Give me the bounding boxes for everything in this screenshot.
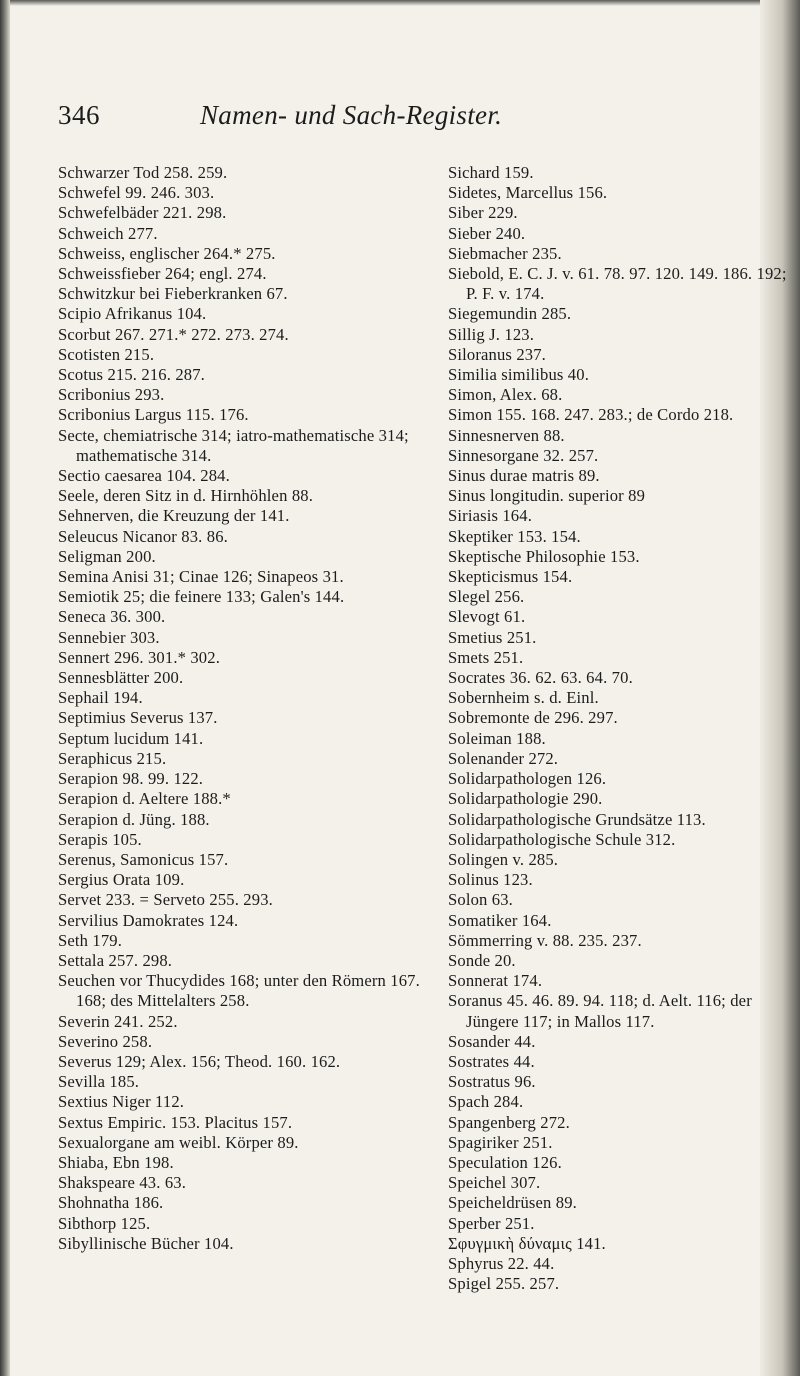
index-entry: Sennert 296. 301.* 302. — [58, 647, 220, 667]
index-entry: Semina Anisi 31; Cinae 126; Sinapeos 31. — [58, 567, 344, 587]
index-entry: Secte, chemiatrische 314; iatro-mathematische 314; mathematische 314. — [58, 425, 409, 465]
index-entry: Solinus 123. — [448, 870, 533, 890]
index-entry: Sperber 251. — [448, 1213, 535, 1233]
index-entry: Σφυγμικὴ δύναμις 141. — [448, 1233, 606, 1253]
index-entry: Serapis 105. — [58, 829, 142, 849]
index-entry: Shiaba, Ebn 198. — [58, 1152, 174, 1172]
index-entry: Sillig J. 123. — [448, 324, 535, 344]
index-entry: Speicheldrüsen 89. — [448, 1193, 577, 1213]
index-entry: Sehnerven, die Kreuzung der 141. — [58, 506, 290, 526]
index-entry: Similia similibus 40. — [448, 365, 589, 385]
index-entry: Sinus durae matris 89. — [448, 466, 600, 486]
index-entry: Sinnesnerven 88. — [448, 425, 565, 445]
index-entry: Seuchen vor Thucydides 168; unter den Römern 167. 168; des Mittelalters 258. — [58, 971, 420, 1011]
index-entry: Schweiss, englischer 264.* 275. — [58, 243, 276, 263]
page-top-edge — [0, 0, 800, 6]
index-entry: Spangenberg 272. — [448, 1112, 570, 1132]
index-entry: Sephail 194. — [58, 688, 143, 708]
index-entry: Seleucus Nicanor 83. 86. — [58, 526, 228, 546]
index-entry: Settala 257. 298. — [58, 950, 173, 970]
index-entry: Sennebier 303. — [58, 627, 160, 647]
index-entry: Siloranus 237. — [448, 344, 546, 364]
index-entry: Seligman 200. — [58, 546, 156, 566]
index-entry: Speculation 126. — [448, 1152, 562, 1172]
index-entry: Schweissfieber 264; engl. 274. — [58, 264, 267, 284]
index-entry: Socrates 36. 62. 63. 64. 70. — [448, 668, 633, 688]
index-entry: Sonnerat 174. — [448, 971, 543, 991]
index-entry: Solingen v. 285. — [448, 849, 559, 869]
page-binding-edge — [0, 0, 10, 1376]
index-entry: Slegel 256. — [448, 587, 525, 607]
index-entry: Serapion 98. 99. 122. — [58, 769, 204, 789]
index-entry: Serapion d. Jüng. 188. — [58, 809, 210, 829]
index-entry: Seraphicus 215. — [58, 748, 167, 768]
index-entry: Schwefelbäder 221. 298. — [58, 203, 227, 223]
index-entry: Soranus 45. 46. 89. 94. 118; d. Aelt. 116; der Jüngere 117; in Mallos 117. — [448, 991, 752, 1031]
index-entry: Siber 229. — [448, 203, 518, 223]
index-entry: Sennesblätter 200. — [58, 668, 184, 688]
index-entry: Sömmerring v. 88. 235. 237. — [448, 930, 642, 950]
index-entry: Sichard 159. — [448, 163, 534, 182]
index-entry: Siebmacher 235. — [448, 243, 562, 263]
index-entry: Solidarpathologie 290. — [448, 789, 603, 809]
index-entry: Scipio Afrikanus 104. — [58, 304, 207, 324]
index-entry: Seth 179. — [58, 930, 123, 950]
index-entry: Sectio caesarea 104. 284. — [58, 466, 230, 486]
index-entry: Spach 284. — [448, 1092, 524, 1112]
index-entry: Sibthorp 125. — [58, 1213, 151, 1233]
index-entry: Severino 258. — [58, 1031, 153, 1051]
index-entry: Sexualorgane am weibl. Körper 89. — [58, 1132, 299, 1152]
index-entry: Simon 155. 168. 247. 283.; de Cordo 218. — [448, 405, 734, 425]
index-entry: Shohnatha 186. — [58, 1193, 164, 1213]
index-entry: Siegemundin 285. — [448, 304, 572, 324]
index-entry: Serapion d. Aeltere 188.* — [58, 789, 231, 809]
index-entry: Spigel 255. 257. — [448, 1274, 560, 1294]
index-entry: Slevogt 61. — [448, 607, 526, 627]
index-entry: Schweich 277. — [58, 223, 158, 243]
index-entry: Sieber 240. — [448, 223, 526, 243]
page-number: 346 — [58, 100, 100, 130]
index-entry: Sostratus 96. — [448, 1072, 536, 1092]
index-entry: Scotisten 215. — [58, 344, 155, 364]
index-entry: Servilius Damokrates 124. — [58, 910, 239, 930]
index-entry: Severin 241. 252. — [58, 1011, 178, 1031]
index-entry: Sosander 44. — [448, 1031, 536, 1051]
index-entry: Sonde 20. — [448, 950, 516, 970]
index-entry: Solidarpathologen 126. — [448, 769, 607, 789]
index-entry: Scotus 215. 216. 287. — [58, 365, 205, 385]
index-entry: Somatiker 164. — [448, 910, 552, 930]
index-entry: Skeptische Philosophie 153. — [448, 546, 640, 566]
index-entry: Sinnesorgane 32. 257. — [448, 445, 599, 465]
index-entry: Sobernheim s. d. Einl. — [448, 688, 599, 708]
index-entry: Speichel 307. — [448, 1173, 541, 1193]
index-entry: Sextius Niger 112. — [58, 1092, 185, 1112]
index-entry: Scorbut 267. 271.* 272. 273. 274. — [58, 324, 289, 344]
index-entry: Serenus, Samonicus 157. — [58, 849, 229, 869]
index-entry: Seele, deren Sitz in d. Hirnhöhlen 88. — [58, 486, 314, 506]
index-entry: Septum lucidum 141. — [58, 728, 204, 748]
index-entry: Smetius 251. — [448, 627, 537, 647]
index-column-right — [448, 163, 800, 1294]
index-entry: Solidarpathologische Schule 312. — [448, 829, 676, 849]
index-column-left — [58, 163, 430, 1254]
index-entry: Skepticismus 154. — [448, 567, 573, 587]
index-entry: Smets 251. — [448, 647, 524, 667]
index-entry: Siebold, E. C. J. v. 61. 78. 97. 120. 149. 186. 192; P. F. v. 174. — [448, 264, 787, 304]
index-entry: Sidetes, Marcellus 156. — [448, 183, 608, 203]
index-entry: Servet 233. = Serveto 255. 293. — [58, 890, 273, 910]
index-entry: Sostrates 44. — [448, 1051, 535, 1071]
index-entry: Sevilla 185. — [58, 1072, 140, 1092]
index-entry: Sextus Empiric. 153. Placitus 157. — [58, 1112, 293, 1132]
index-entry: Severus 129; Alex. 156; Theod. 160. 162. — [58, 1051, 341, 1071]
index-entry: Schwefel 99. 246. 303. — [58, 183, 215, 203]
index-entry: Sinus longitudin. superior 89 — [448, 486, 646, 506]
index-entry: Sphyrus 22. 44. — [448, 1253, 555, 1273]
running-head: Namen- und Sach-Register. — [200, 100, 503, 130]
index-entry: Semiotik 25; die feinere 133; Galen's 144. — [58, 587, 345, 607]
index-entry: Solidarpathologische Grundsätze 113. — [448, 809, 706, 829]
index-entry: Scribonius Largus 115. 176. — [58, 405, 249, 425]
index-entry: Sergius Orata 109. — [58, 870, 185, 890]
index-entry: Simon, Alex. 68. — [448, 385, 563, 405]
page-header — [58, 100, 738, 140]
index-entry: Solon 63. — [448, 890, 513, 910]
index-entry: Shakspeare 43. 63. — [58, 1173, 187, 1193]
index-entry: Skeptiker 153. 154. — [448, 526, 581, 546]
index-entry: Sobremonte de 296. 297. — [448, 708, 618, 728]
index-entry: Soleiman 188. — [448, 728, 546, 748]
index-entry: Scribonius 293. — [58, 385, 165, 405]
index-entry: Septimius Severus 137. — [58, 708, 218, 728]
index-entry: Sibyllinische Bücher 104. — [58, 1233, 234, 1253]
index-entry: Solenander 272. — [448, 748, 559, 768]
index-entry: Spagiriker 251. — [448, 1132, 553, 1152]
index-entry: Siriasis 164. — [448, 506, 533, 526]
index-entry: Seneca 36. 300. — [58, 607, 166, 627]
index-entry: Schwitzkur bei Fieberkranken 67. — [58, 284, 288, 304]
index-entry: Schwarzer Tod 258. 259. — [58, 163, 228, 182]
